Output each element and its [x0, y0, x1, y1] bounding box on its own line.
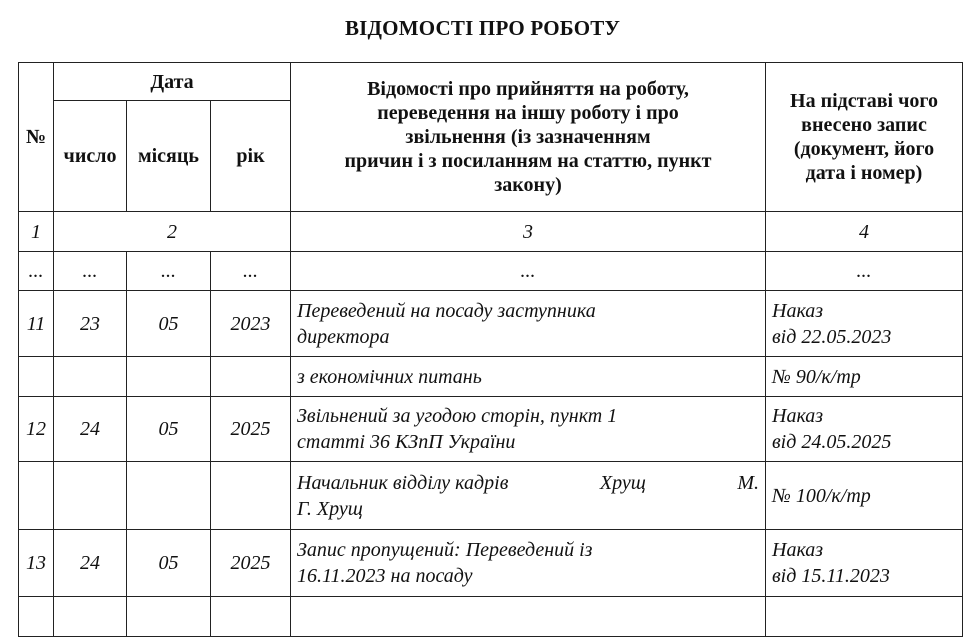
cell-day [54, 597, 127, 637]
signature-name: Хрущ [599, 471, 646, 494]
header-basis [766, 63, 963, 212]
basis-line: Наказ [772, 405, 824, 427]
cell-number: 12 [19, 397, 54, 462]
header-day: число [54, 101, 127, 212]
cell-year [211, 357, 291, 397]
details-line: статті 36 КЗпП України [297, 431, 516, 453]
cell-month: 05 [127, 397, 211, 462]
cell-basis [766, 291, 963, 357]
cell-year: 2023 [211, 291, 291, 357]
basis-line: від 24.05.2025 [772, 431, 892, 453]
details-line: 16.11.2023 на посаду [297, 565, 473, 587]
header-basis-line: внесено запис [801, 114, 927, 136]
cell-details [291, 397, 766, 462]
cell-signature [291, 462, 766, 530]
cell-year [211, 462, 291, 530]
signature-line [297, 470, 759, 496]
table-row [19, 530, 963, 597]
cell-year: 2025 [211, 530, 291, 597]
work-records-table [18, 62, 963, 637]
cell-details: з економічних питань [291, 357, 766, 397]
cell-year: ... [211, 252, 291, 291]
cell-year: 2025 [211, 397, 291, 462]
cell-month [127, 462, 211, 530]
header-details-line: звільнення (із зазначенням [405, 126, 651, 148]
cell-details: ... [291, 252, 766, 291]
cell-basis [766, 530, 963, 597]
header-details-line: переведення на іншу роботу і про [377, 102, 679, 124]
details-line: Переведений на посаду заступника [297, 299, 596, 322]
cell-month: 05 [127, 530, 211, 597]
column-number-1: 1 [19, 212, 54, 252]
cell-basis [766, 397, 963, 462]
basis-line: Наказ [772, 539, 824, 561]
header-details-line: причин і з посиланням на статтю, пункт [344, 150, 712, 172]
column-number-2: 2 [54, 212, 291, 252]
table-row [19, 252, 963, 291]
column-number-4: 4 [766, 212, 963, 252]
header-basis-line: (документ, його [793, 138, 935, 160]
header-number: № [19, 63, 54, 212]
header-month: місяць [127, 101, 211, 212]
cell-month [127, 597, 211, 637]
details-line: Запис пропущений: Переведений із [297, 539, 593, 561]
cell-day: 24 [54, 530, 127, 597]
signature-position: Начальник відділу кадрів [297, 471, 509, 494]
cell-basis: № 90/к/тр [766, 357, 963, 397]
basis-line: від 15.11.2023 [772, 565, 890, 587]
header-details-line: Відомості про прийняття на роботу, [367, 78, 689, 100]
header-details-line: закону) [494, 174, 562, 196]
cell-number: ... [19, 252, 54, 291]
cell-basis [766, 597, 963, 637]
cell-number [19, 462, 54, 530]
cell-number [19, 597, 54, 637]
cell-month: ... [127, 252, 211, 291]
column-number-3: 3 [291, 212, 766, 252]
header-basis-line: На підставі чого [790, 90, 938, 112]
signature-initial: М. [737, 471, 759, 494]
cell-details [291, 291, 766, 357]
column-numbers-row [19, 212, 963, 252]
cell-details [291, 597, 766, 637]
table-row [19, 597, 963, 637]
header-year: рік [211, 101, 291, 212]
table-row [19, 291, 963, 357]
header-date: Дата [54, 63, 291, 101]
cell-day [54, 462, 127, 530]
cell-month: 05 [127, 291, 211, 357]
table-row [19, 462, 963, 530]
cell-basis: № 100/к/тр [766, 462, 963, 530]
cell-details [291, 530, 766, 597]
cell-basis: ... [766, 252, 963, 291]
cell-number [19, 357, 54, 397]
basis-line: від 22.05.2023 [772, 325, 892, 348]
cell-number: 13 [19, 530, 54, 597]
document-title: ВІДОМОСТІ ПРО РОБОТУ [344, 16, 621, 40]
cell-day: ... [54, 252, 127, 291]
table-row [19, 397, 963, 462]
cell-day [54, 357, 127, 397]
signature-second-line: Г. Хрущ [297, 497, 363, 520]
cell-year [211, 597, 291, 637]
cell-month [127, 357, 211, 397]
header-basis-line: дата і номер) [805, 162, 923, 184]
table-row [19, 357, 963, 397]
cell-day: 24 [54, 397, 127, 462]
basis-line: Наказ [772, 299, 824, 322]
details-line: директора [297, 325, 390, 348]
cell-day: 23 [54, 291, 127, 357]
details-line: Звільнений за угодою сторін, пункт 1 [297, 405, 618, 427]
cell-number: 11 [19, 291, 54, 357]
header-details [291, 63, 766, 212]
